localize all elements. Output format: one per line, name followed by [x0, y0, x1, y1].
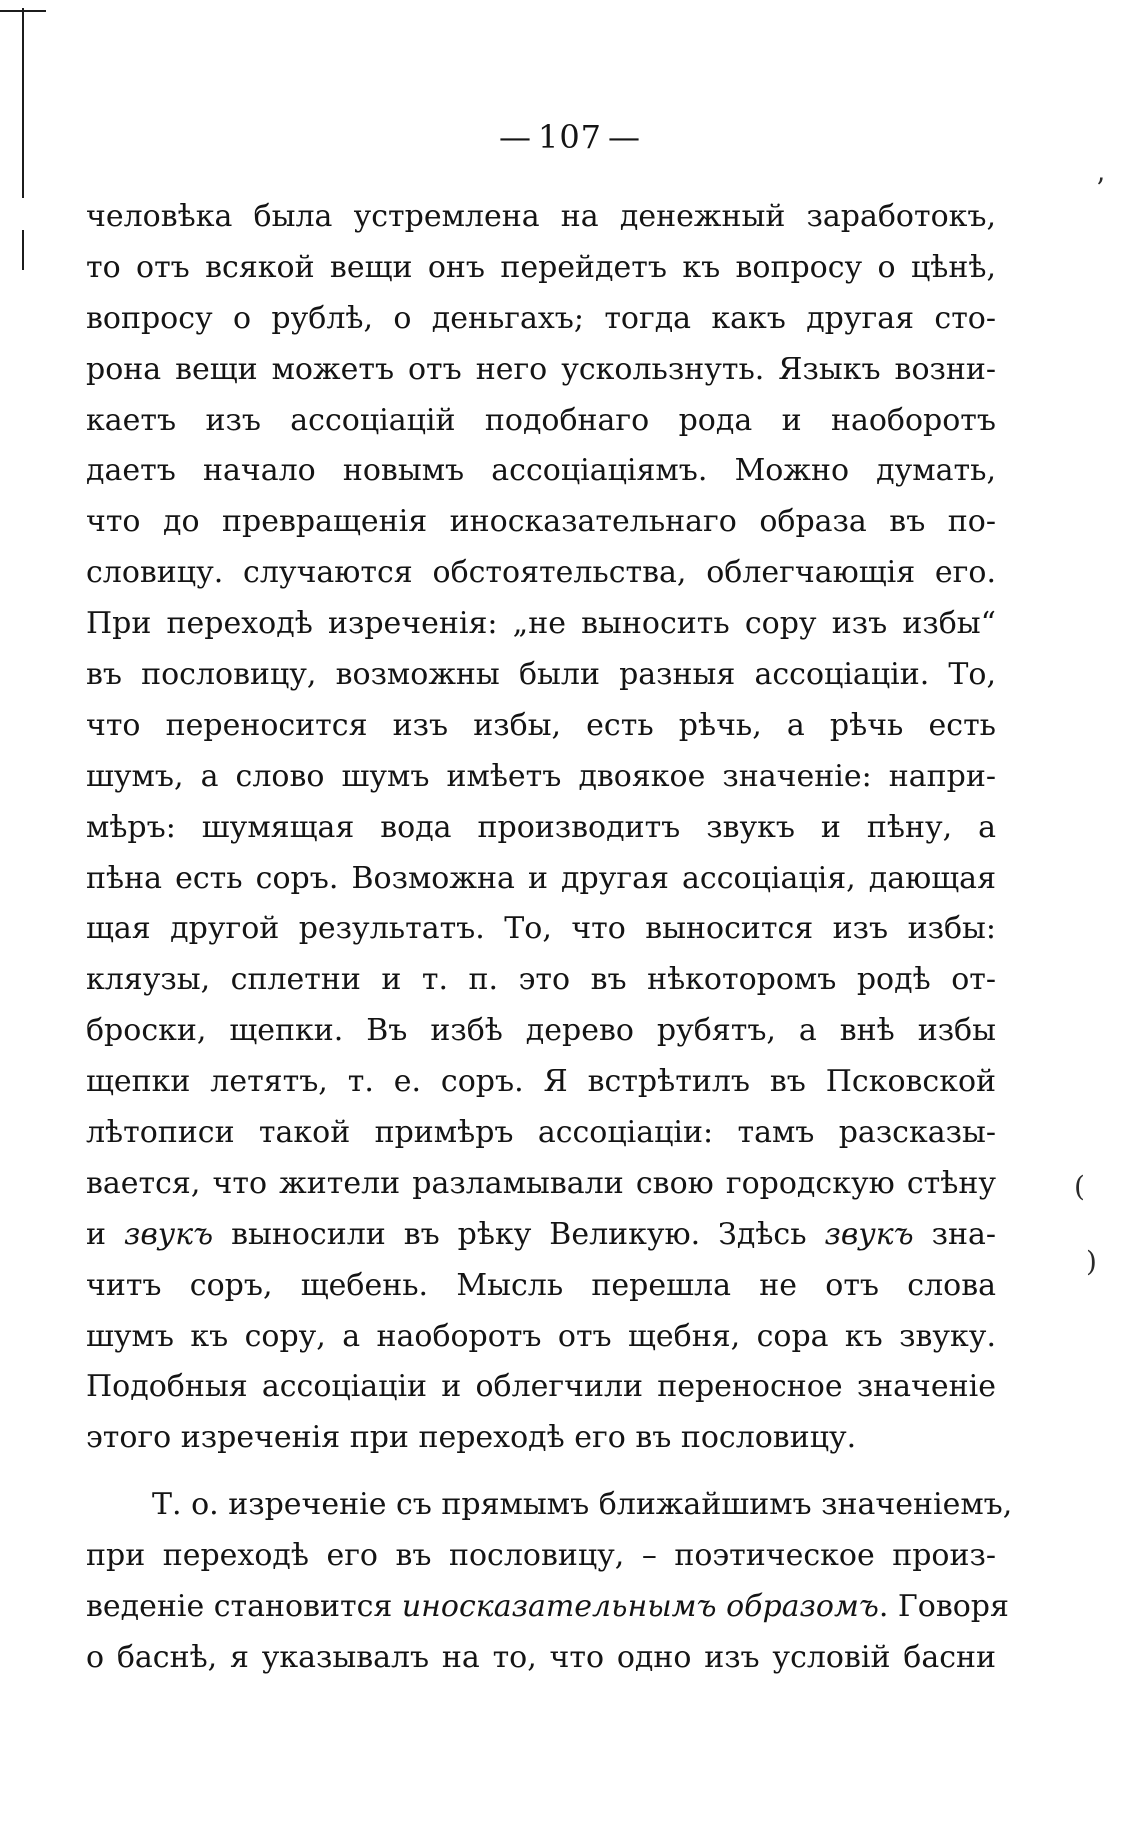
text-line: что переносится изъ избы, есть рѣчь, а рѣчь есть: [86, 707, 996, 743]
text-line: мѣръ: шумящая вода производитъ звукъ и пѣну, а: [86, 809, 996, 845]
text-line: то отъ всякой вещи онъ перейдетъ къ вопросу о цѣнѣ,: [86, 249, 996, 285]
italic-word: звукъ: [123, 1216, 214, 1252]
text-line: о баснѣ, я указывалъ на то, что одно изъ условій басни: [86, 1639, 996, 1675]
text-line: При переходѣ изреченія: „не выносить сору изъ избы“: [86, 606, 996, 642]
italic-word: звукъ: [824, 1216, 914, 1252]
scan-left-edge-lower: [22, 230, 24, 270]
text-line: Подобныя ассоціаціи и облегчили переносное значеніе: [86, 1369, 996, 1405]
text-line: человѣка была устремлена на денежный заработокъ,: [86, 199, 996, 234]
margin-mark: ’: [1096, 172, 1105, 205]
text-line: читъ соръ, щебень. Мысль перешла не отъ слова: [86, 1267, 996, 1303]
text-line: шумъ къ сору, а наоборотъ отъ щебня, сора къ звуку.: [86, 1318, 996, 1354]
text-line: въ пословицу, возможны были разныя ассоціаціи. То,: [86, 657, 996, 693]
text-line: щепки летятъ, т. е. соръ. Я встрѣтилъ въ Псковской: [86, 1064, 996, 1100]
page-number-header: [0, 118, 1140, 156]
page-number: 107: [537, 118, 603, 156]
text-line: шумъ, а слово шумъ имѣетъ двоякое значеніе: напри-: [86, 758, 996, 794]
text-line: пѣна есть соръ. Возможна и другая ассоціація, дающая: [86, 860, 996, 896]
text-line: вается, что жители разламывали свою городскую стѣну: [86, 1165, 996, 1201]
scan-left-edge: [22, 8, 24, 198]
margin-paren-left: (: [1074, 1170, 1085, 1203]
text-line: Т. о. изреченіе съ прямымъ ближайшимъ значеніемъ,: [152, 1487, 1013, 1523]
text-line: щая другой результатъ. То, что выносится изъ избы:: [86, 911, 996, 947]
text-line: даетъ начало новымъ ассоціаціямъ. Можно думать,: [86, 453, 996, 489]
page-number-dash-left: —: [498, 118, 532, 156]
text-line: этого изреченія при переходѣ его въ пословицу.: [86, 1420, 857, 1456]
text-line: при переходѣ его въ пословицу, – поэтическое произ-: [86, 1538, 996, 1574]
text-line-with-italics: веденіе становится иносказательнымъ образомъ. Говоря: [86, 1589, 1009, 1625]
text-line: броски, щепки. Въ избѣ дерево рубятъ, а внѣ избы: [86, 1013, 996, 1049]
text-line: что до превращенія иносказательнаго образа въ по-: [86, 504, 996, 540]
italic-word: иносказательнымъ образомъ: [401, 1589, 879, 1625]
text-line: кляузы, сплетни и т. п. это въ нѣкоторомъ родѣ от-: [86, 962, 996, 998]
page-number-dash-right: —: [608, 118, 642, 156]
text-line-with-italics: и звукъ выносили въ рѣку Великую. Здѣсь звукъ зна-: [86, 1216, 997, 1252]
text-line: словицу. случаются обстоятельства, облегчающія его.: [86, 555, 996, 591]
text-line: рона вещи можетъ отъ него ускользнуть. Языкъ возни-: [86, 351, 996, 387]
text-line: каетъ изъ ассоціацій подобнаго рода и наоборотъ: [86, 402, 996, 438]
text-line: вопросу о рублѣ, о деньгахъ; тогда какъ другая сто-: [86, 300, 996, 336]
text-line: лѣтописи такой примѣръ ассоціаціи: тамъ разсказы-: [86, 1115, 996, 1151]
margin-paren-right: ): [1086, 1245, 1097, 1278]
body-text: [86, 192, 1013, 1684]
